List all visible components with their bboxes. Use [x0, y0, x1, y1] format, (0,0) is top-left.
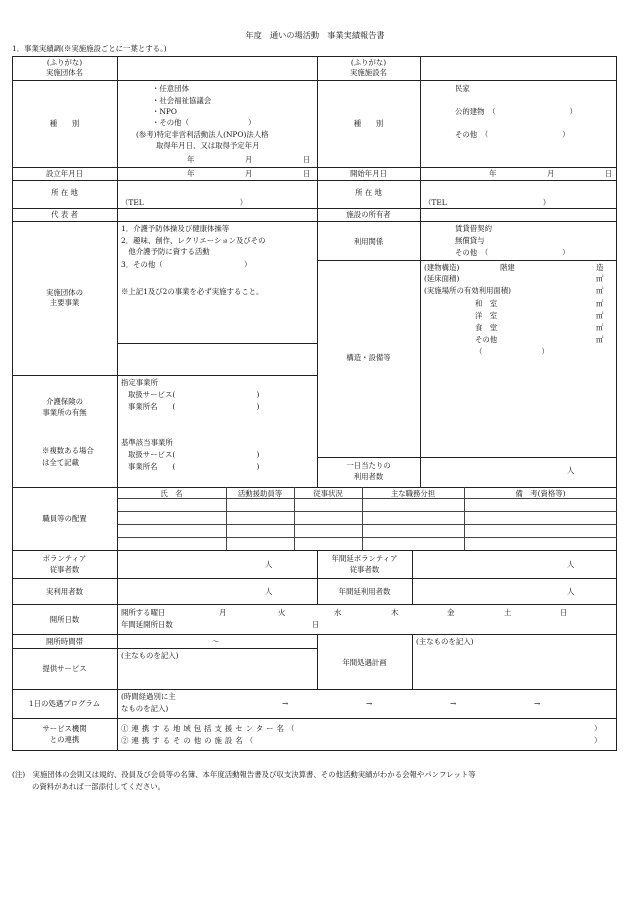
daily-users-label-2: 利用者数: [353, 472, 384, 481]
ymd-month: 月: [245, 169, 253, 178]
kaigo-note: ※複数ある場合: [42, 446, 94, 455]
footnote: (注) 実施団体の会則又は規約、役員及び会員等の名簿、本年度活動報告書及び収支決算書、その他活動実績がわかる会報やパンフレット等: [12, 770, 476, 779]
volunteer-label-2: 従事者数: [49, 565, 80, 574]
ymd-day: 日: [303, 169, 311, 178]
usage-option: その他 （ ）: [455, 248, 570, 257]
person-unit: 人: [265, 587, 273, 596]
services-note: (主なものを記入): [121, 651, 179, 660]
type-option: ・その他（ ）: [152, 118, 256, 127]
weekdays-label: 開所する曜日: [121, 608, 166, 617]
main-business-item: 2．趣味、創作、レクリエーション及びその: [121, 236, 266, 245]
structure-floor-area: (延床面積): [424, 274, 460, 283]
weekday: 日: [560, 608, 568, 617]
main-business-item: 他介護予防に資する活動: [121, 247, 210, 256]
annual-plan-note: (主なものを記入): [416, 637, 474, 646]
main-business-label: 実施団体の: [46, 288, 83, 297]
days-label: 開所日数: [49, 615, 80, 624]
person-unit: 人: [567, 587, 575, 596]
type-label: 種 別: [49, 119, 80, 128]
weekday: 金: [447, 608, 455, 617]
representative-label: 代 表 者: [51, 210, 78, 219]
ymd-day: 日: [303, 155, 311, 164]
section-heading: 1．事業実績調(※実施施設ごとに一葉とする。): [12, 44, 167, 53]
tel-field: （TEL ）: [121, 198, 248, 207]
annual-plan-label: 年間処遇計画: [342, 658, 387, 667]
weekday: 月: [219, 608, 227, 617]
ymd-month: 月: [547, 169, 555, 178]
facility-tel-field: （TEL ）: [424, 198, 551, 207]
kaigo-note-2: は全て記載: [42, 458, 79, 467]
staff-header: 備 考(資格等): [515, 489, 566, 498]
usage-option: 賃貸借契約: [455, 224, 492, 233]
person-unit: 人: [567, 560, 575, 569]
coop-label-2: との連携: [49, 735, 80, 744]
page-title: 年度 通いの場活動 事業実績報告書: [245, 30, 385, 40]
area-unit: ㎡: [596, 274, 604, 283]
type-option: ・NPO: [152, 107, 177, 116]
services-label: 提供サービス: [42, 664, 87, 673]
weekday: 木: [391, 608, 399, 617]
ymd-month: 月: [245, 155, 253, 164]
daily-users-label: 一日当たりの: [346, 461, 391, 470]
facility-type-label: 種 別: [353, 119, 384, 128]
usage-option: 無償貸与: [455, 236, 485, 245]
standard-office-label: 基準該当事業所: [121, 438, 173, 447]
program-note: (時間経過別に主: [121, 692, 176, 701]
weekday: 火: [278, 608, 286, 617]
established-label: 設立年月日: [46, 169, 83, 178]
staff-header: 従事状況: [313, 489, 343, 498]
office-line: 事業所名 ( ): [128, 402, 260, 411]
annual-users-label: 年間延利用者数: [338, 587, 391, 596]
facility-name-label: 実施施設名: [350, 68, 387, 77]
coop-label: サービス機関: [42, 724, 87, 733]
room-label: 食 堂: [475, 323, 498, 332]
staff-header: 主な職務分担: [390, 489, 436, 498]
type-reference: (参考)特定非営利活動法人(NPO)法人格: [136, 130, 269, 139]
hours-label: 開所時間帯: [46, 637, 83, 646]
arrow: →: [282, 699, 289, 708]
weekday: 水: [334, 608, 342, 617]
program-note-2: なものを記入): [121, 704, 169, 713]
main-business-item: 3．その他（ ）: [121, 260, 252, 269]
staff-header: 活動援助員等: [237, 489, 283, 498]
facility-type-option: 民家: [455, 84, 470, 93]
facility-address-label: 所 在 地: [355, 188, 382, 197]
structure-effective-area: (実施場所の有効利用面積): [424, 286, 512, 295]
person-unit: 人: [265, 560, 273, 569]
main-business-label-2: 主要事業: [49, 298, 80, 307]
structure-type: 造: [596, 263, 604, 272]
volunteer-label: ボランティア: [42, 554, 87, 563]
structure-building: (建物構造): [424, 263, 460, 272]
furigana-label: (ふりがな): [46, 58, 83, 67]
area-unit: ㎡: [596, 311, 604, 320]
room-label: 和 室: [475, 299, 498, 308]
usage-label: 利用関係: [353, 237, 384, 246]
kaigo-label-2: 事業所の有無: [42, 408, 87, 417]
annual-volunteer-label: 年間延ボランティア: [331, 554, 398, 563]
main-business-note: ※上記1及び2の事業を必ず実施すること。: [121, 287, 264, 296]
ymd-year: 年: [489, 169, 497, 178]
coop-close: ）: [594, 736, 602, 745]
ymd-day: 日: [605, 169, 613, 178]
main-business-item: 1．介護予防体操及び健康体操等: [121, 224, 230, 233]
day-unit: 日: [312, 620, 320, 629]
annual-days-label: 年間延開所日数: [121, 620, 173, 629]
program-label: 1日の処遇プログラム: [28, 699, 101, 708]
facility-type-option: その他 （ ）: [455, 130, 570, 139]
hours-tilde: ～: [212, 637, 220, 646]
coop-line: ②連携するその他の施設名（: [121, 736, 257, 745]
opened-label: 開始年月日: [350, 169, 387, 178]
owner-label: 施設の所有者: [346, 210, 391, 219]
coop-line: ①連携する地域包括支援センター名（: [121, 724, 298, 733]
arrow: →: [534, 699, 541, 708]
arrow: →: [450, 699, 457, 708]
room-label: 洋 室: [475, 311, 498, 320]
arrow: →: [366, 699, 373, 708]
area-unit: ㎡: [596, 286, 604, 295]
coop-close: ）: [594, 724, 602, 733]
address-label: 所 在 地: [51, 188, 78, 197]
area-unit: ㎡: [596, 335, 604, 344]
kaigo-label: 介護保険の: [46, 397, 83, 406]
annual-volunteer-label-2: 従事者数: [349, 565, 380, 574]
ymd-year: 年: [187, 155, 195, 164]
designated-office-label: 指定事業所: [121, 378, 158, 387]
weekday: 土: [504, 608, 512, 617]
type-option: ・社会福祉協議会: [152, 96, 212, 105]
type-reference-2: 取得年月日、又は取得予定年月: [156, 141, 260, 150]
furigana-label-2: (ふりがな): [350, 58, 387, 67]
footnote-2: の資料があれば一部添付してください。: [32, 782, 166, 791]
service-line: 取扱サービス( ): [128, 450, 260, 459]
org-name-label: 実施団体名: [46, 68, 83, 77]
actual-users-label: 実利用者数: [46, 587, 83, 596]
area-unit: ㎡: [596, 299, 604, 308]
service-line: 取扱サービス( ): [128, 390, 260, 399]
area-unit: ㎡: [596, 323, 604, 332]
facility-type-option: 公的建物 （ ）: [455, 107, 577, 116]
person-unit: 人: [567, 466, 575, 475]
room-other-paren: （ ）: [475, 347, 549, 356]
ymd-year: 年: [187, 169, 195, 178]
type-option: ・任意団体: [152, 84, 189, 93]
staff-label: 職員等の配置: [42, 514, 87, 523]
structure-label: 構造・設備等: [346, 353, 391, 362]
office-line: 事業所名 ( ): [128, 462, 260, 471]
structure-floors: 階建: [500, 263, 515, 272]
staff-header: 氏 名: [160, 489, 183, 498]
room-label: その他: [475, 335, 498, 344]
